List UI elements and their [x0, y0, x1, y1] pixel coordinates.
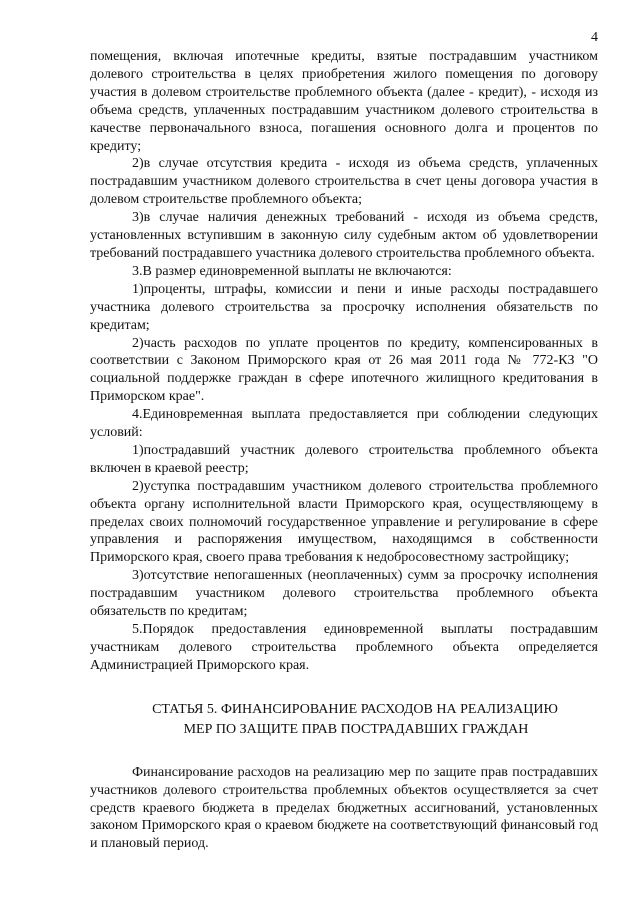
- paragraph-section-3-item-1: 1)проценты, штрафы, комиссии и пени и иные расходы пострадавшего участника долевого строительства за просрочку исполнения обязательств по кредитам;: [90, 281, 598, 333]
- article-heading-line-1: СТАТЬЯ 5. ФИНАНСИРОВАНИЕ РАСХОДОВ НА РЕАЛИЗАЦИЮ: [152, 701, 558, 717]
- paragraph-section-4-item-2: 2)уступка пострадавшим участником долевого строительства проблемного объекта органу исполнительной власти Приморского края, осуществляющему в пределах своих полномочий государственное управление и регулирование в сфере управления и распоряжения имуществом, находящимся в собственности Приморского края, своего права требования к недобросовестному застройщику;: [90, 478, 598, 566]
- article-heading-line-2: МЕР ПО ЗАЩИТЕ ПРАВ ПОСТРАДАВШИХ ГРАЖДАН: [183, 721, 529, 737]
- paragraph-section-3: 3.В размер единовременной выплаты не включаются:: [132, 263, 452, 279]
- article-5-body: Финансирование расходов на реализацию мер по защите прав пострадавших участников долевого строительства проблемных объектов осуществляется за счет средств краевого бюджета в пределах бюджетных ассигнований, установленных законом Приморского края о краевом бюджете на соответствующий финансовый год и плановый период.: [90, 764, 598, 852]
- paragraph-section-5: 5.Порядок предоставления единовременной выплаты пострадавшим участникам долевого строительства проблемного объекта определяется Администрацией Приморского края.: [90, 622, 598, 673]
- paragraph-section-4: 4.Единовременная выплата предоставляется при соблюдении следующих условий:: [90, 407, 598, 441]
- paragraph-item-2-no-credit: 2)в случае отсутствия кредита - исходя из объема средств, уплаченных пострадавшим участником долевого строительства в счет цены договора участия в долевом строительстве проблемного объекта;: [90, 156, 598, 208]
- paragraph-section-3-item-2: 2)часть расходов по уплате процентов по кредиту, компенсированных в соответствии с Законом Приморского края от 26 мая 2011 года № 772-КЗ "О социальной поддержке граждан в сфере ипотечного жилищного кредитования в Приморском крае".: [90, 335, 598, 405]
- paragraph-item-3-monetary-claims: 3)в случае наличия денежных требований - исходя из объема средств, установленных вступившим в законную силу судебным актом об удовлетворении требований пострадавшего участника долевого строительства проблемного объекта.: [90, 210, 598, 261]
- paragraph-section-4-item-1: 1)пострадавший участник долевого строительства проблемного объекта включен в краевой реестр;: [90, 442, 598, 476]
- paragraph-section-4-item-3: 3)отсутствие непогашенных (неоплаченных) сумм за просрочку исполнения пострадавшим участником долевого строительства проблемного объекта обязательств по кредитам;: [90, 568, 598, 620]
- page-number: 4: [591, 30, 598, 45]
- paragraph-continuation: помещения, включая ипотечные кредиты, взятые пострадавшим участником долевого строительства в целях приобретения жилого помещения по договору участия в долевом строительстве проблемного объекта (далее - кредит), - исходя из объема средств, уплаченных пострадавшим участником долевого строительства в качестве первоначального взноса, погашения основного долга и процентов по кредиту;: [90, 49, 598, 154]
- article-heading: [90, 700, 598, 740]
- document-body: [90, 48, 598, 853]
